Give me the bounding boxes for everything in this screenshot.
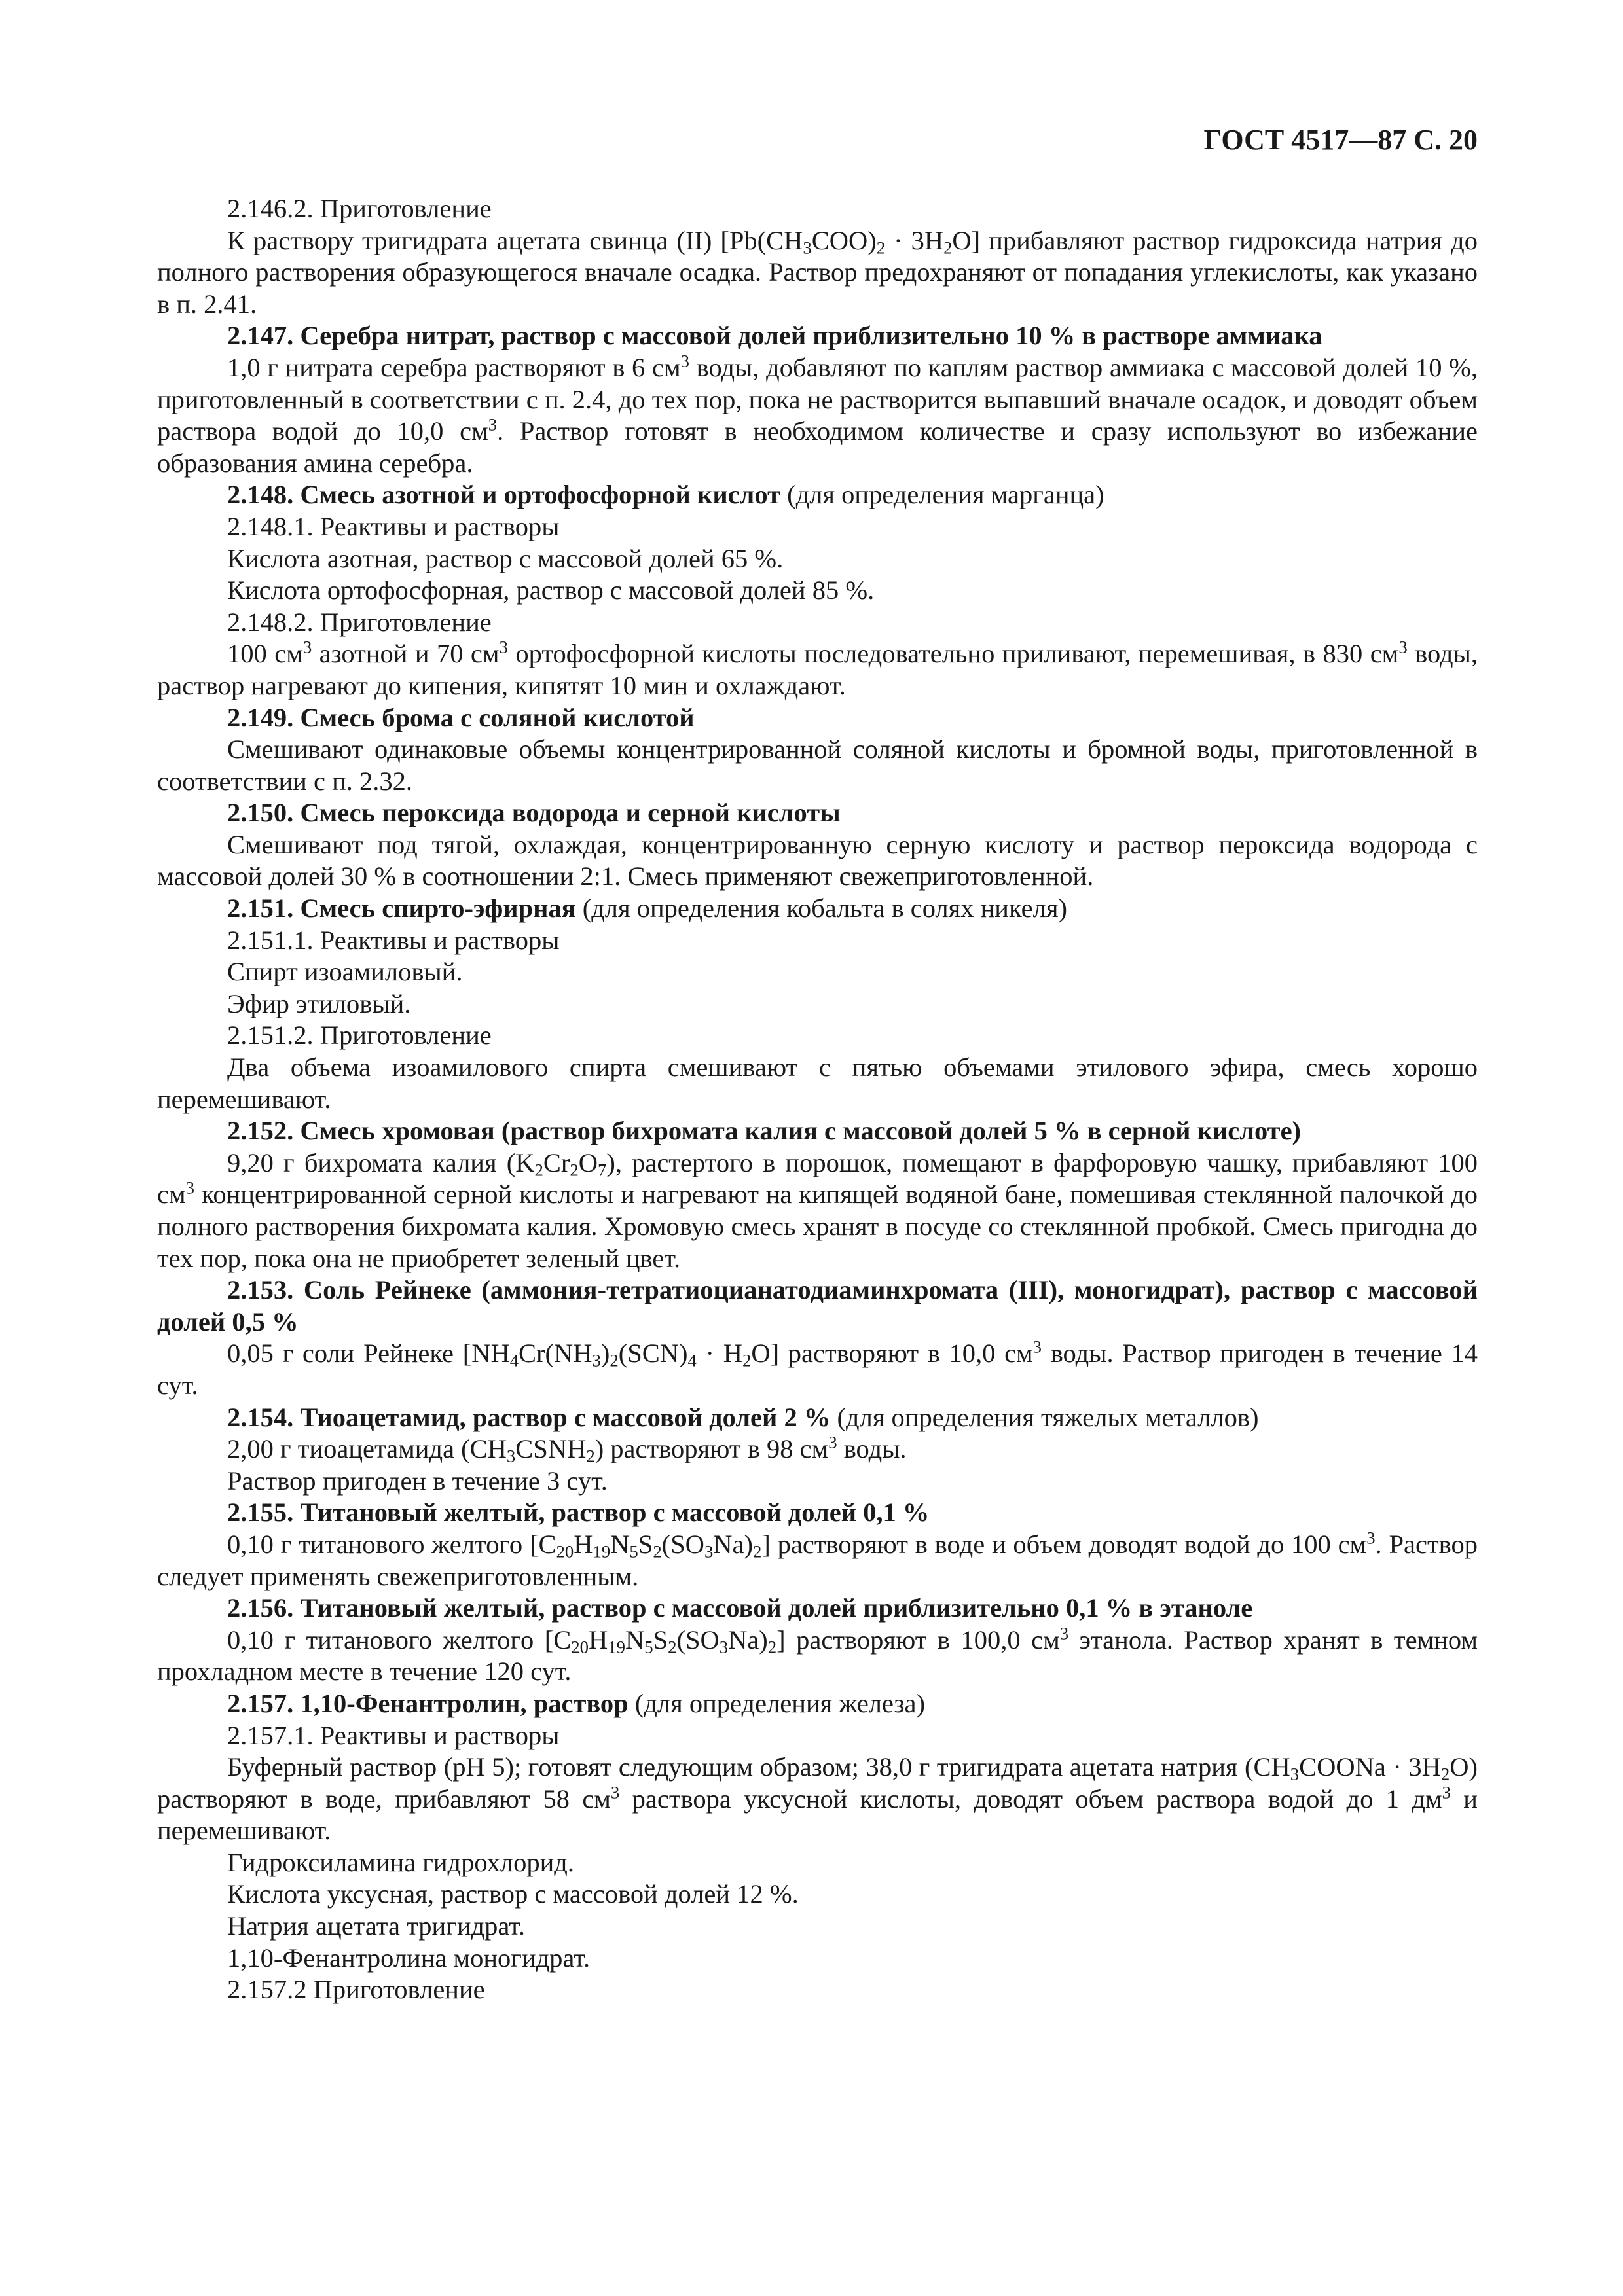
reagent-item: Кислота азотная, раствор с массовой долей 65 %. [227,543,784,573]
section-heading-2-151: 2.151. Смесь спирто-эфирная (для определения кобальта в солях никеля) [227,893,1067,924]
reagent-item: Кислота ортофосфорная, раствор с массовой долей 85 %. [227,575,875,605]
subsection-heading-2-151-2: 2.151.2. Приготовление [227,1020,492,1050]
paragraph-2-147: 1,0 г нитрата серебра растворяют в 6 $см^3$ воды, добавляют по каплям раствор аммиака с массовой долей 10 %, приготовленный в соответствии с п. 2.4, до тех пор, пока не растворится выпавший вначале осадок, и доводят объем раствора водой до 10,0 $см^3$. Раствор готовят в необходимом количестве и сразу используют во избежание образования амина серебра. [157,351,1478,478]
paragraph-2-151-2: Два объема изоамилового спирта смешивают с пятью объемами этилового эфира, смесь хорошо перемешивают. [157,1052,1478,1114]
section-heading-2-154: 2.154. Тиоацетамид, раствор с массовой долей 2 % (для определения тяжелых металлов) [227,1402,1259,1432]
reagent-item: Гидроксиламина гидрохлорид. [227,1847,574,1877]
subsection-heading-2-157-1: 2.157.1. Реактивы и растворы [227,1720,560,1750]
section-heading-2-156: 2.156. Титановый желтый, раствор с массовой долей приблизительно 0,1 % в этаноле [227,1593,1253,1623]
section-heading-2-150: 2.150. Смесь пероксида водорода и серной кислоты [227,798,841,828]
subsection-heading-2-157-2: 2.157.2 Приготовление [227,1975,485,2005]
section-heading-2-147: 2.147. Серебра нитрат, раствор с массовой долей приблизительно 10 % в растворе аммиака [227,321,1322,351]
section-heading-2-157: 2.157. 1,10-Фенантролин, раствор (для определения железа) [227,1688,925,1718]
section-heading-2-148: 2.148. Смесь азотной и ортофосфорной кислот (для определения марганца) [227,480,1104,510]
page-header: ГОСТ 4517—87 С. 20 [1203,124,1478,156]
paragraph-2-156: 0,10 г титанового желтого $[C_{20}H_{19}N_5S_2(SO_3Na)_2]$ растворяют в 100,0 $см^3$ этанола. Раствор хранят в темном прохладном месте в течение 120 сут. [157,1623,1478,1687]
paragraph-buffer-solution: Буферный раствор (pH 5); готовят следующим образом; 38,0 г тригидрата ацетата натрия $(CH_3COONa \cdot 3H_2O)$ растворяют в воде, прибавляют 58 $см^3$ раствора уксусной кислоты, доводят объем раствора водой до 1 $дм^3$ и перемешивают. [157,1752,1478,1846]
paragraph-2-154: 2,00 г тиоацетамида $(CH_3CSNH_2)$ растворяют в 98 $см^3$ воды. [227,1432,907,1466]
paragraph-2-152: 9,20 г бихромата калия $(K_2Cr_2O_7)$, растертого в порошок, помещают в фарфоровую чашку, прибавляют 100 $см^3$ концентрированной серной кислоты и нагревают на кипящей водяной бане, помешивая стеклянной палочкой до полного растворения бихромата калия. Хромовую смесь хранят в посуде со стеклянной пробкой. Смесь пригодна до тех пор, пока она не приобретет зеленый цвет. [157,1147,1478,1273]
subsection-heading-2-151-1: 2.151.1. Реактивы и растворы [227,925,560,955]
reagent-item: Эфир этиловый. [227,988,411,1018]
paragraph-2-148-2: 100 $см^3$ азотной и 70 $см^3$ ортофосфорной кислоты последовательно приливают, перемешивая, в 830 $см^3$ воды, раствор нагревают до кипения, кипятят 10 мин и охлаждают. [157,637,1478,700]
section-heading-2-155: 2.155. Титановый желтый, раствор с массовой долей 0,1 % [227,1498,930,1528]
section-heading-2-153: 2.153. Соль Рейнеке (аммония-тетратиоцианатодиаминхромата (III), моногидрат), раствор с массовой долей 0,5 % [157,1275,1478,1336]
reagent-item: 1,10-Фенантролина моногидрат. [227,1943,591,1973]
reagent-item: Кислота уксусная, раствор с массовой долей 12 %. [227,1879,799,1909]
section-heading-2-149: 2.149. Смесь брома с соляной кислотой [227,702,695,732]
subsection-heading-2-148-2: 2.148.2. Приготовление [227,607,492,637]
paragraph-2-153: 0,05 г соли Рейнеке $[NH_4Cr(NH_3)_2(SCN)_4 \cdot H_2O]$ растворяют в 10,0 $см^3$ воды. Раствор пригоден в течение 14 сут. [157,1336,1478,1400]
paragraph-2-149: Смешивают одинаковые объемы концентрированной соляной кислоты и бромной воды, приготовленной в соответствии с п. 2.32. [157,734,1478,796]
subsection-heading-2-146-2: 2.146.2. Приготовление [227,194,492,223]
section-heading-2-152: 2.152. Смесь хромовая (раствор бихромата калия с массовой долей 5 % в серной кислоте) [227,1116,1302,1146]
paragraph-2-154-note: Раствор пригоден в течение 3 сут. [227,1465,608,1496]
paragraph-2-150: Смешивают под тягой, охлаждая, концентрированную серную кислоту и раствор пероксида водорода с массовой долей 30 % в соотношении 2:1. Смесь применяют свежеприготовленной. [157,829,1478,891]
subsection-heading-2-148-1: 2.148.1. Реактивы и растворы [227,511,560,541]
paragraph-2-155: 0,10 г титанового желтого $[C_{20}H_{19}N_5S_2(SO_3Na)_2]$ растворяют в воде и объем доводят водой до 100 $см^3$. Раствор следует применять свежеприготовленным. [157,1528,1478,1591]
reagent-item: Спирт изоамиловый. [227,957,463,987]
reagent-item: Натрия ацетата тригидрат. [227,1911,526,1941]
document-body [157,193,1478,2006]
paragraph-2-146-2: К раствору тригидрата ацетата свинца (II) $[Pb(CH_3COO)_2 \cdot 3H_2O]$ прибавляют раствор гидроксида натрия до полного растворения образующегося вначале осадка. Раствор предохраняют от попадания углекислоты, как указано в п. 2.41. [157,225,1478,319]
